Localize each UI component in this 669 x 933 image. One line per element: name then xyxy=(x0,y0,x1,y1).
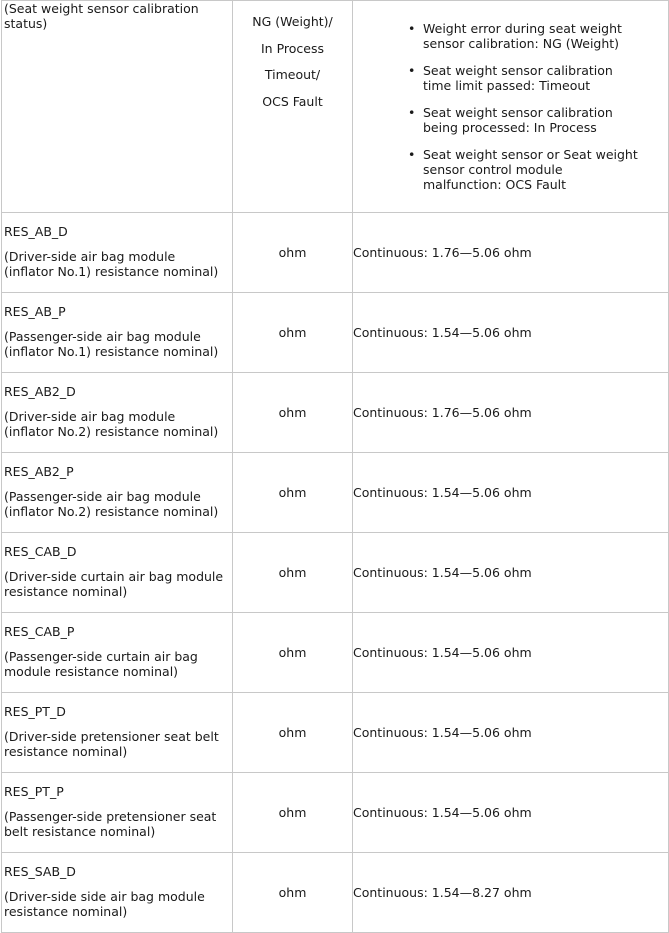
pid-description: (Driver-side air bag module (inflator No.2) resistance nominal) xyxy=(4,409,219,439)
spec-item-text: Seat weight sensor calibration being processed: In Process xyxy=(423,105,613,135)
unit-line: NG (Weight)/ xyxy=(252,14,333,29)
spec-cell: Continuous: 1.54—5.06 ohm xyxy=(353,773,669,853)
units-cell: ohm xyxy=(233,693,353,773)
spec-item-text: Seat weight sensor or Seat weight sensor control module malfunction: OCS Fault xyxy=(423,147,638,192)
pid-table xyxy=(1,0,669,933)
spec-cell: Continuous: 1.54—5.06 ohm xyxy=(353,693,669,773)
pid-name-cell xyxy=(2,533,233,613)
pid-description: (Passenger-side air bag module (inflator No.1) resistance nominal) xyxy=(4,329,219,359)
pid-code: RES_SAB_D xyxy=(4,864,76,879)
spec-item-text: Seat weight sensor calibration time limit passed: Timeout xyxy=(423,63,613,93)
pid-code: RES_AB2_P xyxy=(4,464,74,479)
units-cell: ohm xyxy=(233,853,353,933)
pid-name-cell xyxy=(2,613,233,693)
units-cell: ohm xyxy=(233,213,353,293)
list-item xyxy=(408,63,668,93)
units-cell: ohm xyxy=(233,293,353,373)
pid-code: RES_AB2_D xyxy=(4,384,76,399)
pid-name-cell xyxy=(2,293,233,373)
table-row xyxy=(2,373,669,453)
bullet-icon: • xyxy=(408,21,416,36)
pid-description: (Driver-side air bag module (inflator No.1) resistance nominal) xyxy=(4,249,219,279)
units-cell: ohm xyxy=(233,453,353,533)
pid-code: RES_PT_D xyxy=(4,704,66,719)
table-row xyxy=(2,533,669,613)
bullet-icon: • xyxy=(408,63,416,78)
spec-item-text: Weight error during seat weight sensor calibration: NG (Weight) xyxy=(423,21,622,51)
table-row xyxy=(2,293,669,373)
units-cell: ohm xyxy=(233,373,353,453)
bullet-icon: • xyxy=(408,105,416,120)
spec-cell: Continuous: 1.54—5.06 ohm xyxy=(353,453,669,533)
table-row xyxy=(2,853,669,933)
pid-description: (Driver-side side air bag module resistance nominal) xyxy=(4,889,205,919)
pid-description: (Passenger-side pretensioner seat belt resistance nominal) xyxy=(4,809,217,839)
table-row xyxy=(2,773,669,853)
spec-cell: Continuous: 1.76—5.06 ohm xyxy=(353,373,669,453)
table-row xyxy=(2,613,669,693)
spec-cell: Continuous: 1.54—8.27 ohm xyxy=(353,853,669,933)
pid-code: RES_CAB_D xyxy=(4,544,77,559)
pid-name-cell xyxy=(2,373,233,453)
pid-code: RES_AB_D xyxy=(4,224,68,239)
spec-cell: Continuous: 1.54—5.06 ohm xyxy=(353,293,669,373)
list-item xyxy=(408,105,668,135)
table-row xyxy=(2,213,669,293)
list-item xyxy=(408,147,668,192)
pid-name-cell xyxy=(2,853,233,933)
unit-line: In Process xyxy=(260,40,324,56)
pid-description: (Passenger-side air bag module (inflator No.2) resistance nominal) xyxy=(4,489,219,519)
spec-cell: Continuous: 1.54—5.06 ohm xyxy=(353,613,669,693)
spec-cell: Continuous: 1.76—5.06 ohm xyxy=(353,213,669,293)
table-row xyxy=(2,453,669,533)
spec-cell xyxy=(353,1,669,213)
pid-name-cell xyxy=(2,453,233,533)
pid-name-cell xyxy=(2,773,233,853)
spec-cell: Continuous: 1.54—5.06 ohm xyxy=(353,533,669,613)
pid-name-cell xyxy=(2,693,233,773)
pid-name-cell xyxy=(2,1,233,213)
units-cell: ohm xyxy=(233,613,353,693)
pid-name-cell xyxy=(2,213,233,293)
pid-description: (Driver-side pretensioner seat belt resistance nominal) xyxy=(4,729,219,759)
pid-code: RES_CAB_P xyxy=(4,624,75,639)
spec-list xyxy=(353,21,668,192)
pid-description: (Driver-side curtain air bag module resistance nominal) xyxy=(4,569,224,599)
list-item xyxy=(408,21,668,51)
pid-code: RES_AB_P xyxy=(4,304,66,319)
table-body xyxy=(2,1,669,933)
unit-line: Timeout/ xyxy=(264,67,321,82)
table-row xyxy=(2,1,669,213)
units-cell: ohm xyxy=(233,533,353,613)
units-cell: ohm xyxy=(233,773,353,853)
unit-line: OCS Fault xyxy=(262,93,323,109)
pid-code: RES_PT_P xyxy=(4,784,64,799)
pid-description: (Passenger-side curtain air bag module resistance nominal) xyxy=(4,649,198,679)
pid-description: (Seat weight sensor calibration status) xyxy=(4,1,199,31)
bullet-icon: • xyxy=(408,147,416,162)
units-cell xyxy=(233,1,353,213)
table-row xyxy=(2,693,669,773)
